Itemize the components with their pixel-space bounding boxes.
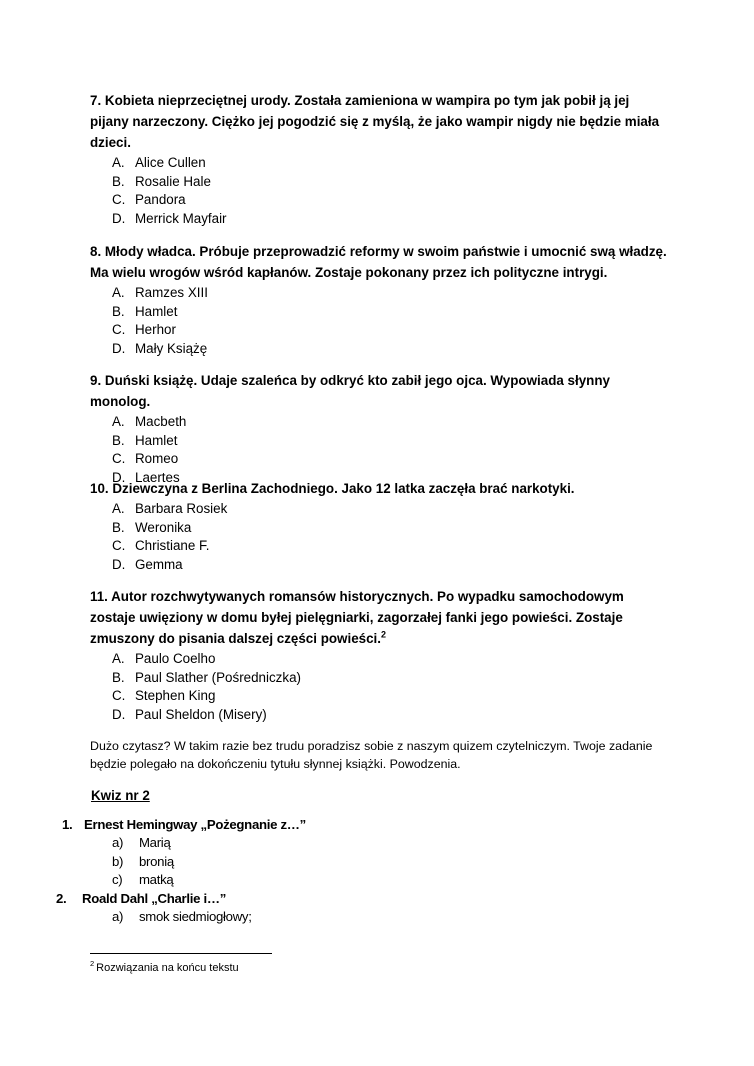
answer-options [90, 413, 670, 487]
answer-option: C. Herhor [112, 322, 176, 338]
answer-option: D. Mały Książę [112, 340, 208, 356]
answer-option: A. Macbeth [112, 414, 187, 429]
kwiz-option: c) matką [112, 872, 174, 888]
footnote-mark: 2 [90, 959, 95, 969]
kwiz-option: b) bronią [112, 853, 174, 869]
question-11 [90, 586, 670, 724]
answer-option: A. Paulo Coelho [112, 651, 216, 666]
answer-option: A. Alice Cullen [112, 155, 206, 170]
kwiz-heading: Kwiz nr 2 [91, 788, 150, 803]
kwiz-item-2 [56, 889, 656, 927]
kwiz-item-title: 1. Ernest Hemingway „Pożegnanie z…” [62, 817, 306, 832]
question-text: 8. Młody władca. Próbuje przeprowadzić reformy w swoim państwie i umocnić swą władzę. Ma wielu wrogów wśród kapłanów. Zostaje pokonany przez ich polityczne intrygi. [90, 244, 667, 280]
answer-option: A. Ramzes XIII [112, 285, 208, 300]
kwiz-option: a) smok siedmiogłowy; [112, 909, 252, 924]
answer-option: B. Hamlet [112, 303, 178, 319]
question-9 [90, 370, 670, 487]
answer-option: D. Paul Sheldon (Misery) [112, 706, 267, 722]
answer-option: C. Pandora [112, 192, 186, 208]
question-text: 7. Kobieta nieprzeciętnej urody. Została zamieniona w wampira po tym jak pobił ją jej pijany narzeczony. Ciężko jej pogodzić się z myślą, że jako wampir nigdy nie będzie miała dzieci. [90, 93, 660, 150]
question-text: 9. Duński książę. Udaje szaleńca by odkryć kto zabił jego ojca. Wypowiada słynny monolog. [90, 373, 610, 409]
question-text: 11. Autor rozchwytywanych romansów historycznych. Po wypadku samochodowym zostaje uwięziony w domu byłej pielęgniarki, zagorzałej fanki jego powieści. Zostaje zmuszony do pisania dalszej części powieści.$^2$ [90, 589, 624, 646]
footnote [90, 961, 239, 976]
answer-option: C. Stephen King [112, 688, 216, 704]
question-8 [90, 241, 670, 358]
answer-option: C. Romeo [112, 451, 179, 467]
answer-option: C. Christiane F. [112, 538, 210, 554]
kwiz-option: a) Marią [112, 835, 171, 850]
question-7 [90, 90, 670, 228]
answer-options [90, 500, 670, 574]
footnote-reference[interactable]: 2 [380, 629, 386, 640]
answer-option: D. Gemma [112, 556, 183, 572]
quiz-intro-paragraph: Dużo czytasz? W takim razie bez trudu poradzisz sobie z naszym quizem czytelniczym. Twoje zadanie będzie polegało na dokończeniu tytułu słynnej książki. Powodzenia. [90, 739, 653, 771]
question-10 [90, 478, 670, 574]
answer-options [90, 284, 670, 358]
answer-option: B. Rosalie Hale [112, 173, 211, 189]
answer-options [90, 650, 670, 724]
answer-option: D. Merrick Mayfair [112, 210, 227, 226]
question-text: 10. Dziewczyna z Berlina Zachodniego. Jako 12 latka zaczęła brać narkotyki. [90, 481, 575, 496]
answer-option: B. Hamlet [112, 432, 178, 448]
answer-option: D. Laertes [112, 469, 180, 485]
answer-option: B. Weronika [112, 519, 192, 535]
answer-option: A. Barbara Rosiek [112, 501, 228, 516]
answer-option: B. Paul Slather (Pośredniczka) [112, 669, 301, 685]
answer-options [90, 154, 670, 228]
kwiz-options [112, 908, 656, 927]
kwiz-item-1 [62, 815, 662, 890]
footnote-text: Rozwiązania na końcu tekstu [96, 962, 239, 974]
kwiz-options [112, 834, 662, 890]
kwiz-item-title: 2. Roald Dahl „Charlie i…” [56, 891, 227, 906]
footnote-separator [90, 953, 272, 954]
